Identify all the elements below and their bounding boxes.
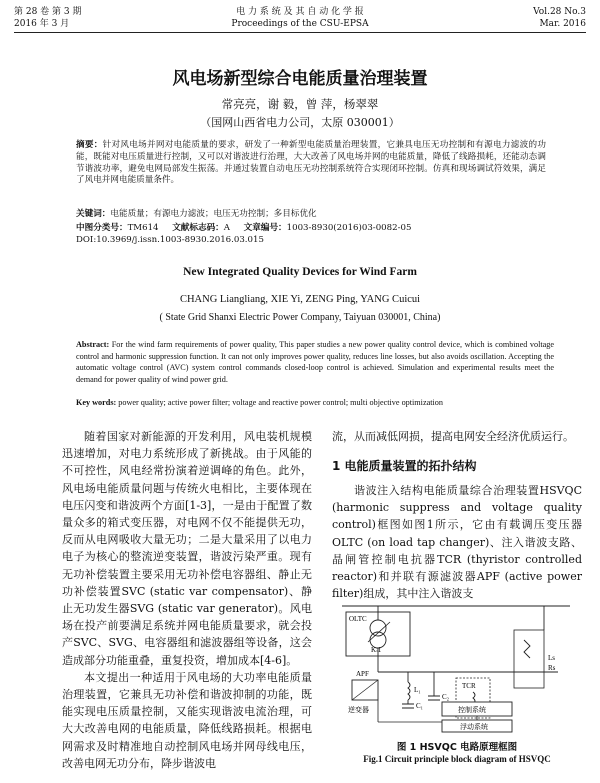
running-header: [14, 6, 586, 32]
filter-box: [514, 630, 544, 688]
body-right-continuation: 流，从而减低网损，提高电网安全经济优质运行。: [332, 430, 574, 443]
header-journal-cn: 电 力 系 统 及 其 自 动 化 学 报: [236, 7, 364, 17]
abstract-en-label: Abstract:: [76, 340, 110, 349]
c2-label: C₂: [442, 693, 450, 701]
keywords-cn-text: 电能质量；有源电力滤波；电压无功控制；多目标优化: [110, 209, 317, 219]
filter-element: [524, 640, 530, 658]
header-date-line: 2016 年 3 月: [14, 19, 70, 29]
clc-value: TM614: [127, 223, 159, 233]
header-month-line: Mar. 2016: [539, 19, 586, 29]
header-journal-en: Proceedings of the CSU-EPSA: [231, 19, 369, 29]
control-system-label: 控制系统: [458, 706, 486, 714]
header-volume-line: 第 28 卷 第 3 期: [14, 7, 82, 17]
header-issue: [533, 6, 586, 30]
keywords-en-text: power quality; active power filter; voltage and reactive power control; multi objective optimization: [118, 398, 443, 407]
l1-label: L₁: [414, 686, 421, 694]
authors-en: CHANG Liangliang, XIE Yi, ZENG Ping, YANG Cuicui: [179, 294, 421, 305]
apf-label: APF: [356, 670, 369, 678]
body-paragraph: 本文提出一种适用于风电场的大功率电能质量治理装置，它兼具无功补偿和谐波抑制的功能，既能实现电压质量控制，又能实现谐波电流治理，可大大改善电网的电能质量，降低线路损耗。根据电网需求及时精准地自动控制风电场并网母线电压，改善电网无功分布，降步谐波电: [62, 670, 312, 770]
authors-cn: 常亮亮，谢 毅，曾 萍，杨翠翠: [221, 97, 379, 111]
rs-label: Rs: [548, 664, 556, 672]
keywords-en-label: Key words:: [76, 398, 117, 407]
article-no-label: 文章编号：: [243, 223, 287, 233]
inductor-l1: [408, 682, 410, 700]
keywords-cn-label: 关键词：: [76, 209, 111, 219]
abstract-cn: [76, 140, 546, 187]
figure-caption-en: Fig.1 Circuit principle block diagram of HSVQC: [363, 754, 551, 764]
body-paragraph: 随着国家对新能源的开发利用，风电装机规模迅速增加，对电力系统形成了新挑战。由于风能的不可控性，风电经常扮演着逆调峰的角色。此外，风电场电能质量问题与传统火电相比，主要体现在电压闪变和谐波两个方面[1-3]，一是由于配置了数量众多的箱式变压器，对电网不仅不能提供无功，反而从电网吸收大量无功；二是大量采用了以电力电子为核心的整流逆变装置，谐波污染严重。现有无功补偿装置主要采用无功补偿电容器组、静止无功补偿装置SVC (static var compensator)、静止无功发生器SVG (static var generator)。风电场在投产前要满足系统并网电能质量要求，就会投产SVC、SVG、电容器组和滤波器组等设备，这会造成部分功能重叠，重复投资，增加成本[4-6]。: [62, 430, 312, 667]
doc-code-value: A: [223, 223, 230, 233]
section-heading: 1 电能质量装置的拓扑结构: [332, 459, 477, 473]
ratio-label: K∶1: [371, 646, 382, 654]
doi-line: DOI:10.3969/j.issn.1003-8930.2016.03.015: [76, 235, 264, 245]
abstract-cn-label: 摘要：: [76, 140, 103, 150]
tcr-label: TCR: [462, 682, 476, 690]
clc-label: 中图分类号：: [76, 223, 128, 233]
pc-label: 浮动系统: [460, 723, 488, 731]
classification-line: [76, 221, 411, 233]
article-no-value: 1003-8930(2016)03-0082-05: [286, 223, 412, 233]
body-paragraph: 谐波注入结构电能质量综合治理装置HSVQC (harmonic suppress and voltage quality control)框图如图1所示，它由有载调压变压器OLTC (on load tap changer)、注入谐波支路、晶闸管控制电抗器TCR (thyristor controlled reactor)和并联有源滤波器APF (active power filter)组成，其中注入谐波支: [332, 484, 582, 601]
body-right-column: [332, 482, 582, 602]
affiliation-cn: （国网山西省电力公司，太原 030001）: [200, 116, 400, 129]
c1-label: C₁: [416, 702, 424, 710]
body-left-column: [62, 428, 312, 772]
abstract-cn-text: 针对风电场并网对电能质量的要求，研发了一种新型电能质量治理装置，它兼具电压无功控制和有源电力滤波的功能，既能对电压质量进行控制，又可以对谐波进行治理，大大改善了风电场并网的电能质量，降低了线路损耗，还能动态调节谐波功率，避免电网局部发生振荡。并通过装置自动电压无功控制系统符合实现闭环控制。仿真和现场调试符效果，满足了风电并网电能质量条件。: [76, 140, 546, 186]
apf-diagonal: [352, 680, 378, 700]
header-rule: [14, 32, 586, 33]
keywords-en: [76, 398, 554, 407]
paper-title-cn: 风电场新型综合电能质量治理装置: [172, 69, 428, 89]
figure-caption-cn: 图 1 HSVQC 电路原理框图: [396, 742, 518, 753]
abstract-en-text: For the wind farm requirements of power quality, This paper studies a new power quality control device, which is combined voltage control and harmonic suppression function. It can not only improves power quality, reduces line losses, but also avoids oscillation. Accepting the automatic voltage control (AVC) system control commands closed-loop control is achieved. Simulation and experimental results meet the demand for power quality of wind power grid.: [76, 340, 555, 384]
header-issue-line: Vol.28 No.3: [533, 7, 586, 17]
doc-code-label: 文献标志码：: [172, 223, 224, 233]
inverter-label: 逆变器: [348, 706, 369, 714]
paper-title-en: New Integrated Quality Devices for Wind Farm: [183, 266, 417, 278]
keywords-cn: [76, 207, 317, 219]
abstract-en: [76, 339, 554, 385]
circuit-diagram: [338, 600, 574, 733]
oltc-label: OLTC: [349, 615, 367, 623]
affiliation-en: ( State Grid Shanxi Electric Power Company, Taiyuan 030001, China): [159, 312, 441, 323]
header-journal: [14, 6, 586, 30]
ls-label: Ls: [548, 654, 555, 662]
